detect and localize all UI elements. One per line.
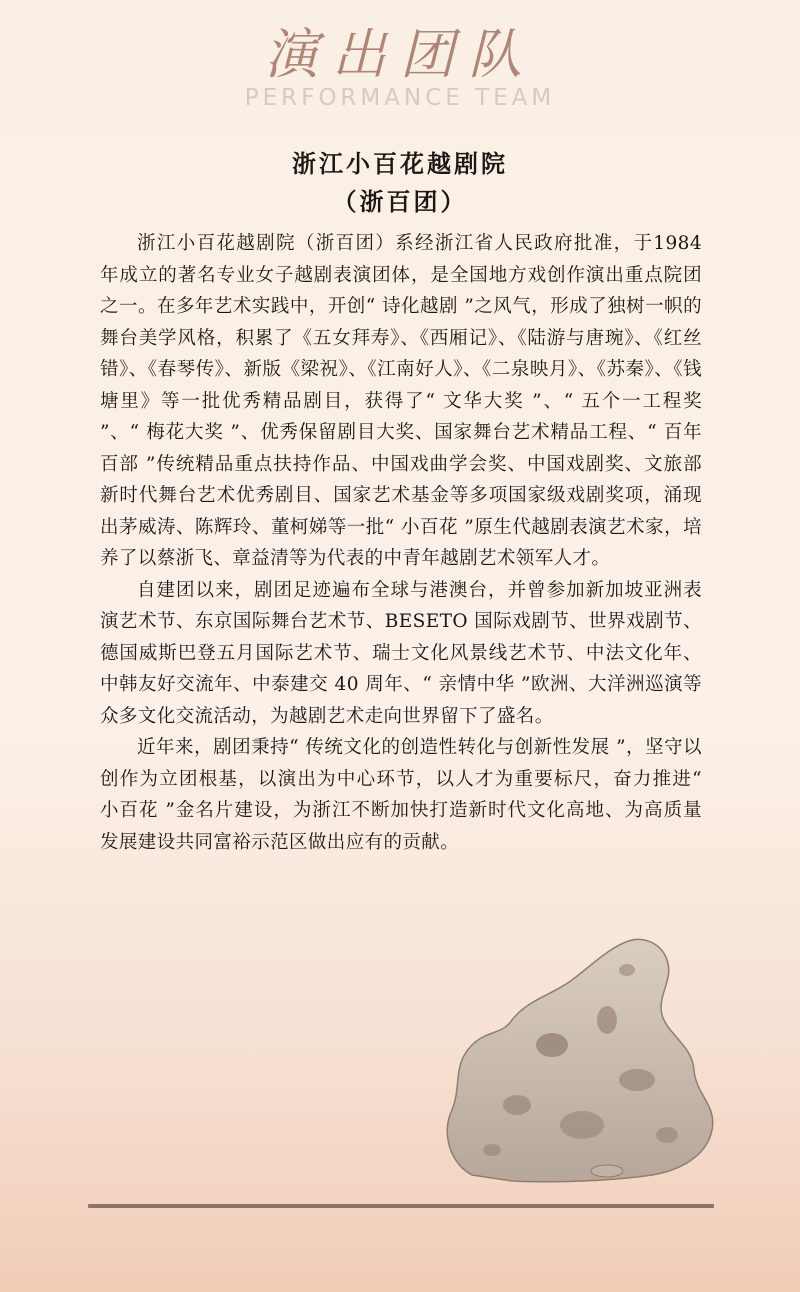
bottom-divider bbox=[88, 1204, 714, 1208]
page-title: 演出团队 bbox=[264, 23, 536, 86]
org-abbr: （浙百团） bbox=[332, 187, 468, 216]
paragraph-recent: 近年来，剧团秉持“ 传统文化的创造性转化与创新性发展 ”，坚守以创作为立团根基，以演出为中心环节，以人才为重要标尺，奋力推进“ 小百花 ”金名片建设，为浙江不断加快打造新时代文化高地、为高质量发展建设共同富裕示范区做出应有的贡献。 bbox=[100, 737, 702, 853]
paragraph-history: 浙江小百花越剧院（浙百团）系经浙江省人民政府批准，于1984 年成立的著名专业女子越剧表演团体，是全国地方戏创作演出重点院团之一。在多年艺术实践中，开创“ 诗化越剧 ”之风气，形成了独树一帜的舞台美学风格，积累了《五女拜寿》、《西厢记》、《陆游与唐琬》、《红丝错》、《春琴传》、新版《梁祝》、《江南好人》、《二泉映月》、《苏秦》、《钱塘里》等一批优秀精品剧目，获得了“ 文华大奖 ”、“ 五个一工程奖 ”、“ 梅花大奖 ”、优秀保留剧目大奖、国家舞台艺术精品工程、“ 百年百部 ”传统精品重点扶持作品、中国戏曲学会奖、中国戏剧奖、文旅部新时代舞台艺术优秀剧目、国家艺术基金等多项国家级戏剧奖项，涌现出茅威涛、陈辉玲、董柯娣等一批“ 小百花 ”原生代越剧表演艺术家，培养了以蔡浙飞、章益清等为代表的中青年越剧艺术领军人才。 bbox=[100, 233, 702, 569]
scholar-rock-illustration bbox=[432, 935, 724, 1185]
page-header bbox=[0, 22, 800, 112]
paragraph-tours: 自建团以来，剧团足迹遍布全球与港澳台，并曾参加新加坡亚洲表演艺术节、东京国际舞台艺术节、BESETO 国际戏剧节、世界戏剧节、德国威斯巴登五月国际艺术节、瑞士文化风景线艺术节、中法文化年、中韩友好交流年、中泰建交 40 周年、“ 亲情中华 ”欧洲、大洋洲巡演等众多文化交流活动，为越剧艺术走向世界留下了盛名。 bbox=[100, 579, 702, 727]
org-heading bbox=[0, 145, 800, 221]
org-name: 浙江小百花越剧院 bbox=[292, 149, 508, 178]
page-subtitle: PERFORMANCE TEAM bbox=[244, 85, 556, 111]
article-body bbox=[100, 228, 702, 858]
